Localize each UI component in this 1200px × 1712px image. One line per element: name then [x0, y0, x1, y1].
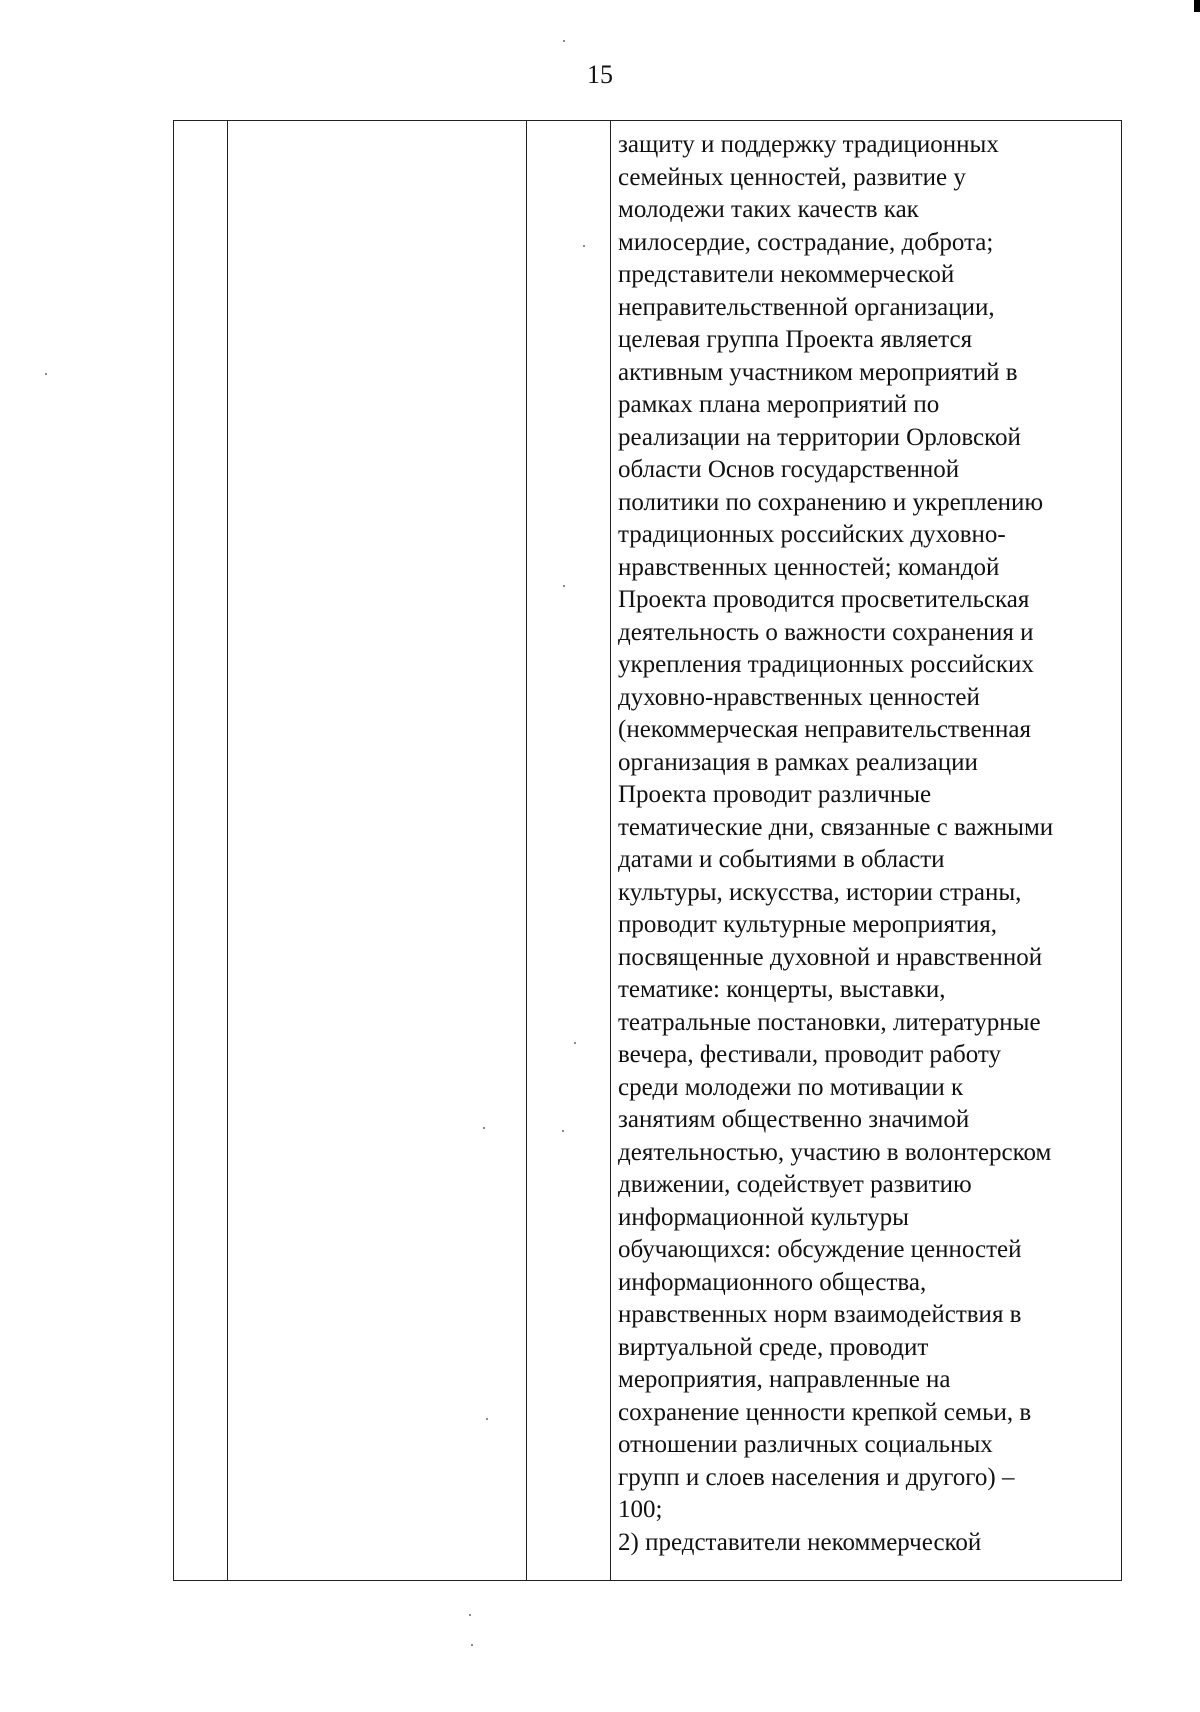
text-line: тематические дни, связанные с важными	[618, 813, 1054, 841]
text-line: занятиям общественно значимой	[618, 1106, 970, 1133]
text-line: информационного общества,	[618, 1268, 927, 1296]
text-line: Проекта проводится просветительская	[618, 586, 1030, 613]
text-line: милосердие, сострадание, доброта;	[618, 228, 994, 256]
scan-speck	[563, 585, 565, 587]
text-line: представители некоммерческой	[618, 261, 955, 288]
text-line: сохранение ценности крепкой семьи, в	[618, 1398, 1032, 1426]
text-line: мероприятия, направленные на	[618, 1366, 951, 1393]
scan-speck	[563, 40, 565, 42]
text-line: тематике: концерты, выставки,	[618, 976, 946, 1003]
table-cell-content	[618, 129, 1118, 1559]
text-line: неправительственной организации,	[618, 293, 995, 321]
text-line: нравственных норм взаимодействия в	[618, 1301, 1022, 1328]
scan-speck	[583, 245, 585, 247]
text-line: семейных ценностей, развитие у	[618, 163, 966, 191]
scan-speck	[486, 1418, 488, 1420]
text-line: групп и слоев населения и другого) –	[618, 1463, 1015, 1491]
text-line: рамках плана мероприятий по	[618, 391, 940, 418]
text-line: молодежи таких качеств как	[618, 196, 919, 223]
text-line: 100;	[618, 1496, 663, 1523]
scan-speck	[471, 1644, 473, 1646]
text-line: традиционных российских духовно-	[618, 521, 1006, 548]
text-line: области Основ государственной	[618, 456, 960, 483]
scan-speck	[469, 1614, 471, 1616]
text-line: организация в рамках реализации	[618, 748, 978, 776]
text-line: Проекта проводит различные	[618, 781, 932, 808]
text-line: деятельность о важности сохранения и	[618, 618, 1034, 646]
scan-speck	[574, 1042, 576, 1044]
text-line: обучающихся: обсуждение ценностей	[618, 1236, 1022, 1263]
text-line: культуры, искусства, истории страны,	[618, 878, 1022, 906]
text-line: деятельностью, участию в волонтерском	[618, 1138, 1052, 1166]
scan-speck	[483, 1127, 485, 1129]
text-line: среди молодежи по мотивации к	[618, 1073, 964, 1101]
text-line: информационной культуры	[618, 1203, 909, 1231]
column-divider-2	[526, 121, 527, 1580]
scan-speck	[562, 1130, 564, 1132]
text-line: посвященные духовной и нравственной	[618, 943, 1043, 971]
text-line: движении, содействует развитию	[618, 1171, 972, 1198]
text-line: духовно-нравственных ценностей	[618, 683, 980, 711]
scan-speck	[45, 373, 47, 375]
text-line: датами и событиями в области	[618, 846, 945, 873]
text-line: нравственных ценностей; командой	[618, 553, 1000, 581]
page-number: 15	[587, 60, 613, 89]
text-line: защиту и поддержку традиционных	[618, 131, 999, 158]
text-line: вечера, фестивали, проводит работу	[618, 1041, 1002, 1068]
text-line: проводит культурные мероприятия,	[618, 911, 998, 938]
text-line: укрепления традиционных российских	[618, 651, 1034, 678]
column-divider-3	[610, 121, 611, 1580]
text-line: 2) представители некоммерческой	[618, 1528, 982, 1556]
text-line: политики по сохранению и укреплению	[618, 488, 1044, 516]
text-line: активным участником мероприятий в	[618, 358, 1018, 386]
text-line: виртуальной среде, проводит	[618, 1333, 929, 1361]
document-table	[173, 120, 1122, 1581]
scan-corner-mark	[1194, 0, 1200, 12]
text-line: (некоммерческая неправительственная	[618, 716, 1031, 743]
text-line: реализации на территории Орловской	[618, 423, 1021, 451]
text-line: театральные постановки, литературные	[618, 1008, 1041, 1036]
text-line: целевая группа Проекта является	[618, 326, 973, 353]
text-line: отношении различных социальных	[618, 1431, 993, 1458]
column-divider-1	[227, 121, 228, 1580]
